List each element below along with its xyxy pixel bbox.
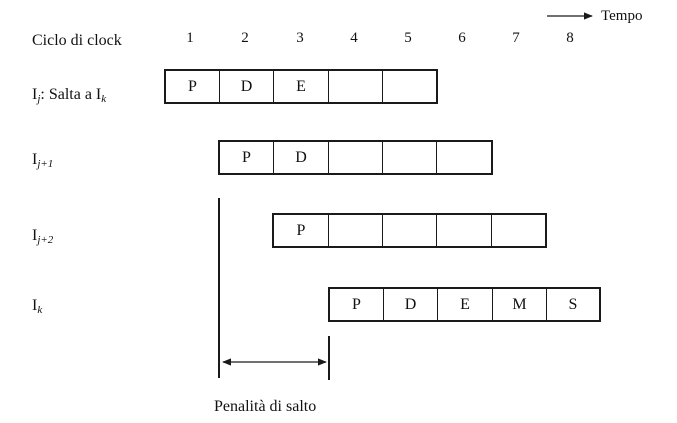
row-label-ij: $I_j$: Salta a $I_k$	[32, 86, 107, 105]
stage-cell	[329, 71, 383, 102]
cycle-number: 2	[241, 30, 249, 46]
cycle-number: 8	[566, 30, 574, 46]
pipeline-row-ij2	[272, 213, 547, 248]
stage-cell	[492, 215, 545, 246]
stage-cell: P	[220, 142, 274, 173]
stage-cell	[437, 215, 492, 246]
stage-cell: M	[493, 289, 547, 320]
tempo-label: Tempo	[601, 8, 643, 24]
stage-cell	[383, 215, 437, 246]
penalty-guide-right	[328, 336, 330, 380]
pipeline-row-ik	[328, 287, 601, 322]
row-label-ik: $I_k$	[32, 297, 43, 316]
cycle-number: 3	[296, 30, 304, 46]
cycle-number: 1	[186, 30, 194, 46]
stage-cell: S	[568, 295, 578, 313]
stage-cell: D	[384, 289, 438, 320]
stage-cell	[383, 142, 437, 173]
stage-cell: P	[330, 289, 384, 320]
stage-cell: E	[274, 71, 329, 102]
row-label-ij2: $I_{j+2}$	[32, 227, 54, 246]
cycle-number: 4	[350, 30, 358, 46]
penalty-guide-left	[218, 198, 220, 378]
row-label-ij1: $I_{j+1}$	[32, 151, 54, 170]
stage-cell: D	[220, 71, 274, 102]
stage-cell	[329, 215, 383, 246]
stage-cell	[437, 142, 491, 173]
stage-cell	[383, 71, 436, 102]
cycle-label: Ciclo di clock	[32, 32, 122, 49]
cycle-number: 5	[404, 30, 412, 46]
cycle-number: 7	[512, 30, 520, 46]
cycle-number: 6	[458, 30, 466, 46]
pipeline-row-ij1	[218, 140, 493, 175]
stage-cell: P	[274, 215, 329, 246]
stage-cell: D	[274, 142, 329, 173]
stage-cell: E	[438, 289, 493, 320]
stage-cell	[329, 142, 383, 173]
penalty-label: Penalità di salto	[214, 398, 317, 415]
stage-cell: P	[166, 71, 220, 102]
pipeline-row-ij	[164, 69, 438, 104]
